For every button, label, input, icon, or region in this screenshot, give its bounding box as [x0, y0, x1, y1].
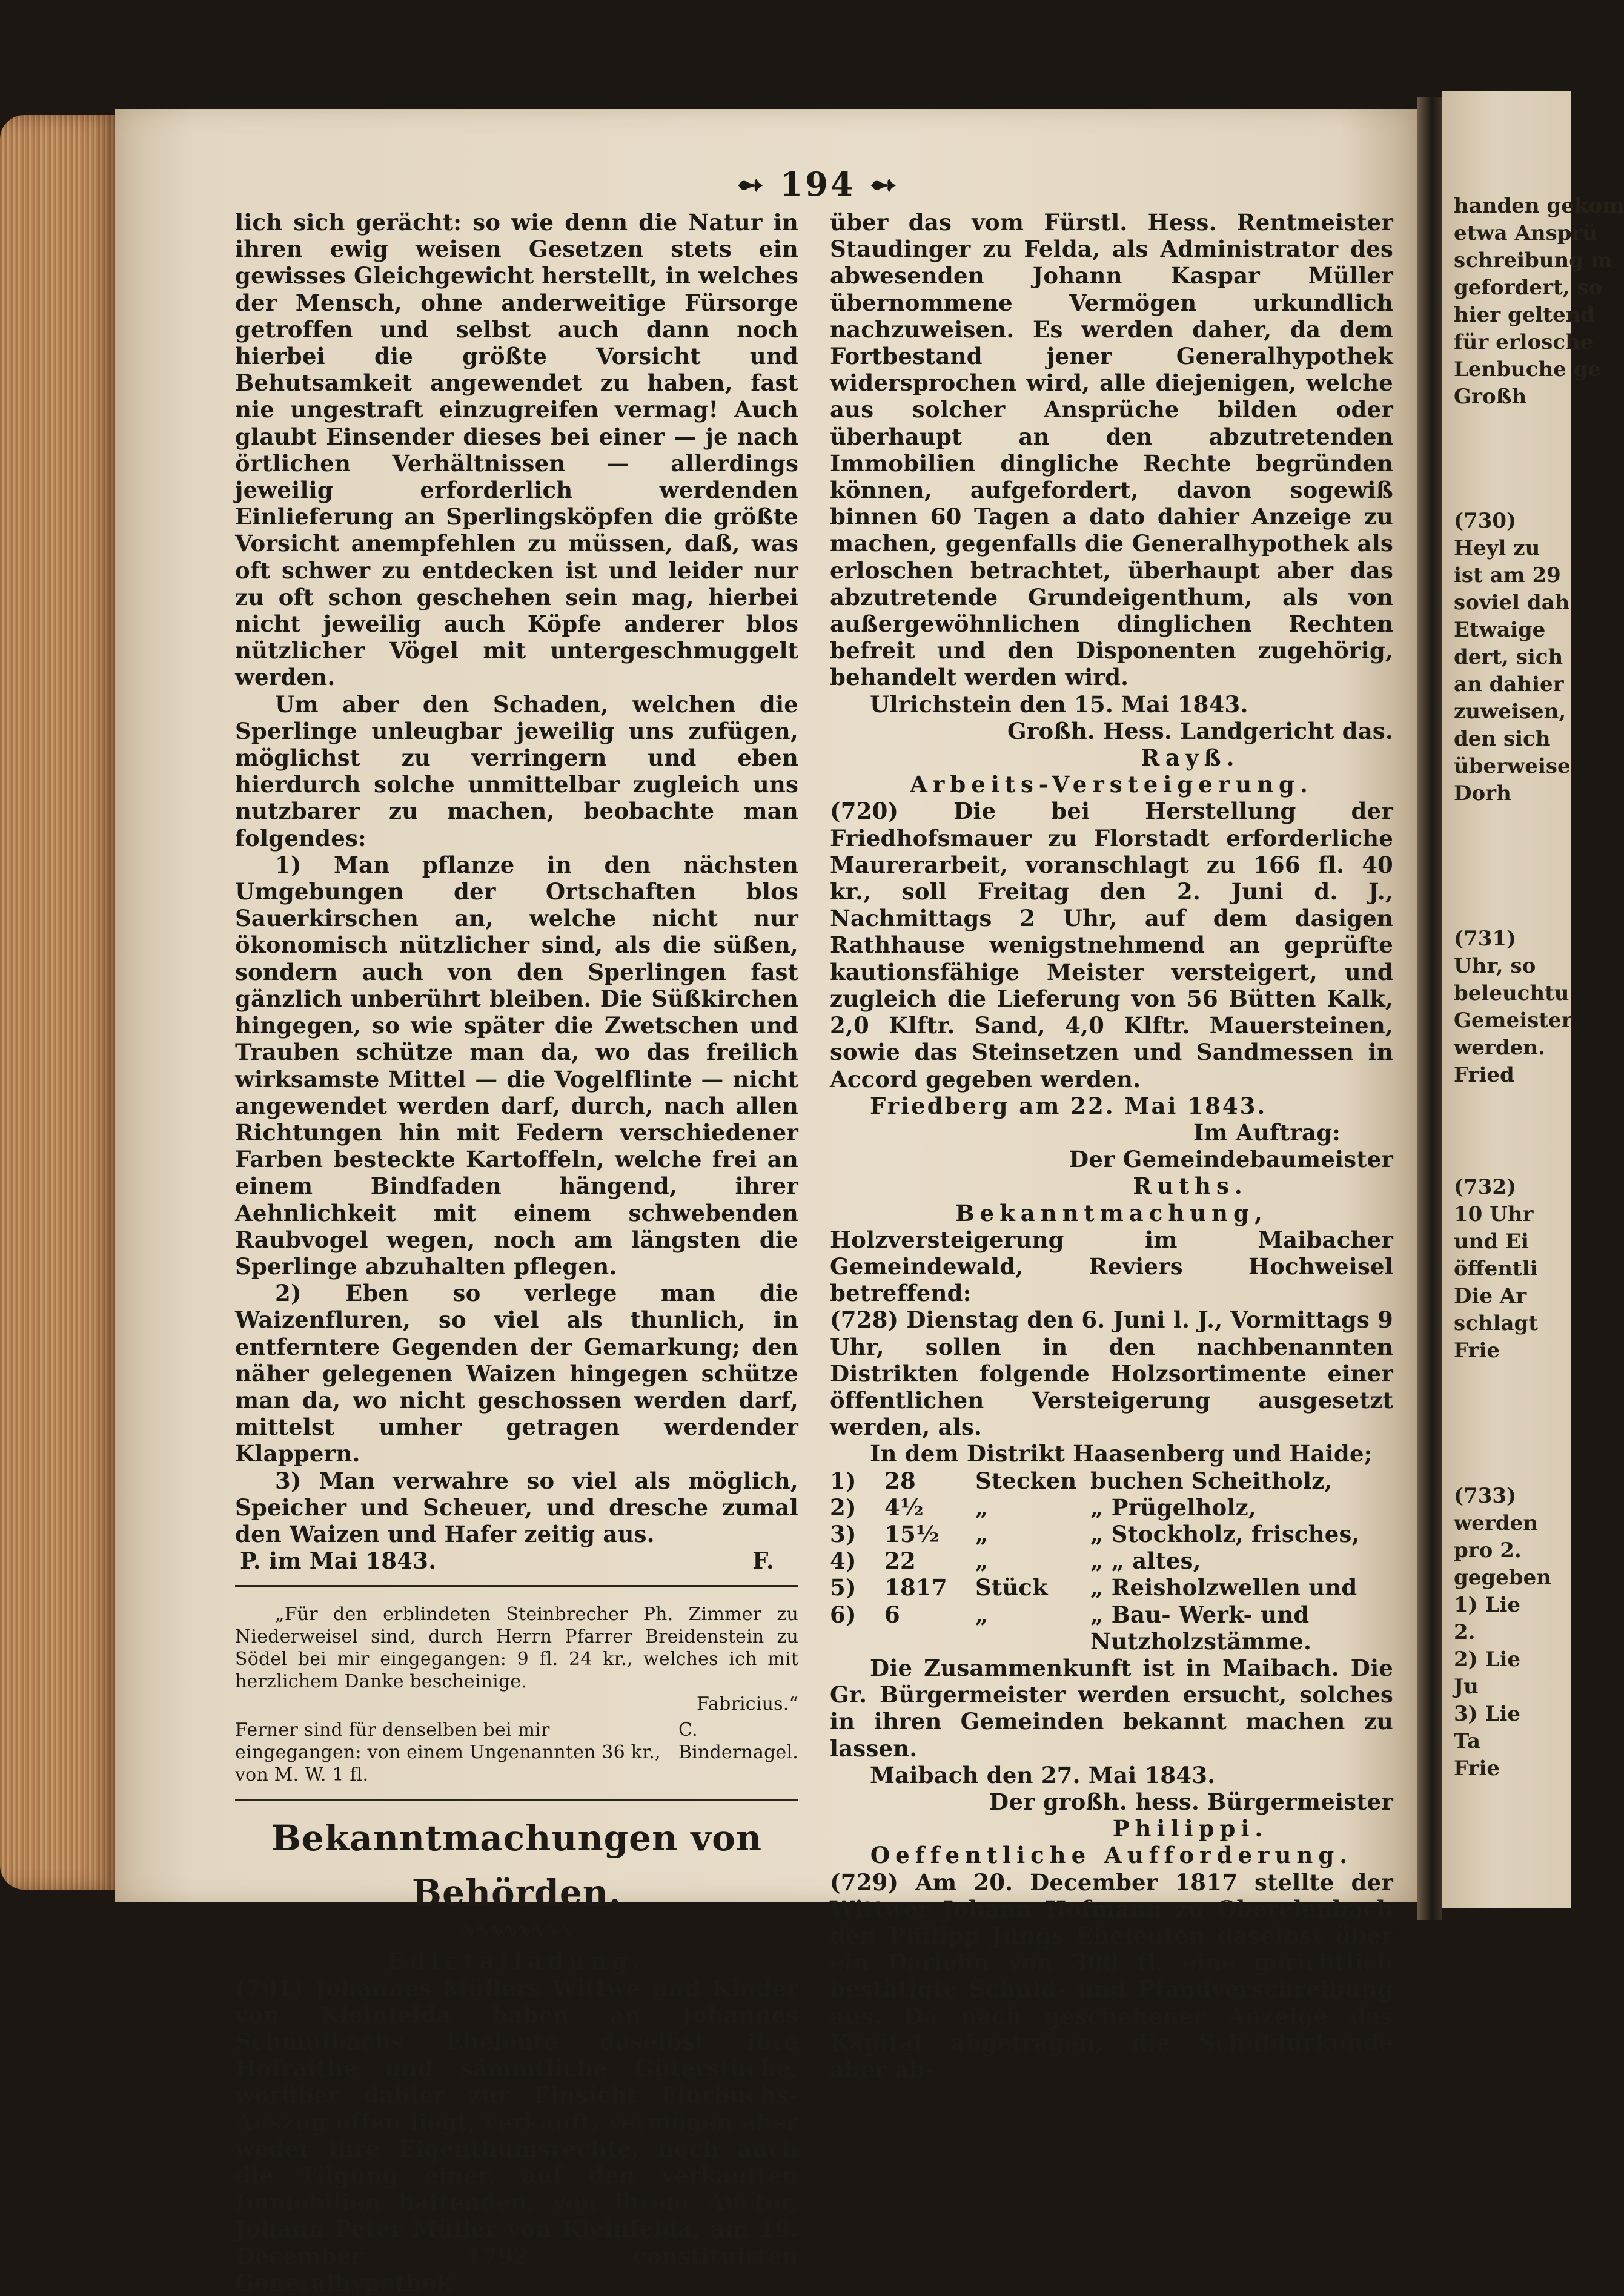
official-title: Der Gemeindebaumeister — [1069, 1146, 1393, 1173]
official-name: Philippi. — [1112, 1815, 1268, 1842]
notice-date: Maibach den 27. Mai 1843. — [870, 1761, 1216, 1788]
fragment-line: Die Ar — [1454, 1284, 1527, 1308]
notice-number: (720) — [830, 798, 899, 825]
fragment-line: ist am 29 — [1454, 563, 1561, 587]
list-description: „ Stockholz, frisches, — [1090, 1520, 1360, 1547]
donation-note-signature: Fabricius.“ — [697, 1693, 798, 1715]
list-unit: „ — [975, 1601, 989, 1628]
fragment-line: dert, sich — [1454, 645, 1563, 669]
notice-text: Am 20. December 1817 stellte der Wittwer Johann Hofmann zu Oberelenbach den Philipp Jungs Eheleuten daselbst über ein Darlehn von 300 fl. eine gerichtlich bestätigte Schuld- und Pfandverschreibung aus. Da nach geschehener Anzeige das Kapital abgetragen, die Schuldurkunde aber ab- — [830, 1868, 1393, 2083]
notice-body — [830, 1306, 1393, 1440]
fragment-line: gefordert, so — [1454, 276, 1603, 300]
fragment-line: Dorh — [1454, 781, 1511, 806]
list-unit: „ — [975, 1494, 989, 1521]
list-number: 2) — [830, 1494, 857, 1521]
notice-text: Dienstag den 6. Juni l. J., Vormittags 9 Uhr, sollen in den nachbenannten Distrikten folgende Holzsortimente einer öffentlichen Versteigerung ausgesetzt werden, als. — [830, 1306, 1393, 1441]
notice-heading: Oeffentliche Aufforderung. — [870, 1842, 1353, 1869]
fragment-line: werden — [1454, 1511, 1538, 1535]
paragraph: 1) Man pflanze in den nächsten Umgebungen der Ortschaften blos Sauerkirschen an, welche nicht nur ökonomisch nützlicher sind, als die süßen, sondern auch von den Sperlingen fast gänzlich unberührt bleiben. Die Süßkirchen hingegen, so wie später die Zwetschen und Trauben schütze man da, wo das freilich wirksamste Mittel — die Vogelflinte — nicht angewendet werden darf, durch, nach allen Richtungen hin mit Federn verschiedener Farben besteckte Kartoffeln, welche frei an einem Bindfaden hängend, ihrer Aehnlichkeit mit einem schwebenden Raubvogel wegen, noch am längsten die Sperlinge abzuhalten pflegen. — [235, 851, 798, 1280]
notice-text: Die bei Herstellung der Friedhofsmauer zu Florstadt erforderliche Maurerarbeit, voranschlagt zu 166 fl. 40 kr., soll Freitag den 2. Juni d. J., Nachmittags 2 Uhr, auf dem dasigen Rathhause wenigstnehmend an geprüfte kautionsfähige Meister versteigert, und zugleich die Lieferung von 56 Bütten Kalk, 2,0 Klftr. Sand, 4,0 Klftr. Mauersteinen, sowie das Steinsetzen und Sandmessen in Accord gegeben werden. — [830, 798, 1393, 1093]
donation-note-2 — [235, 1719, 798, 1786]
paragraph: Um aber den Schaden, welchen die Sperlinge unleugbar jeweilig uns zufügen, möglichst zu verringern und eben hierdurch solche unmittelbar zugleich uns nutzbarer zu machen, beobachte man folgendes: — [235, 690, 798, 852]
court-official: Rayß. — [1141, 744, 1240, 772]
right-column — [830, 209, 1393, 2083]
fragment-line: Lenbuche ge — [1454, 357, 1602, 382]
notice-auftrag: Im Auftrag: — [1193, 1119, 1341, 1146]
fragment-line: Großh — [1454, 385, 1527, 409]
fragment-line: 2) Lie — [1454, 1647, 1521, 1672]
fragment-line: Fried — [1454, 1063, 1514, 1087]
list-unit: Stück — [975, 1574, 1048, 1601]
signature-place: P. im Mai 1843. — [240, 1547, 437, 1575]
fragment-line: werden. — [1454, 1036, 1545, 1060]
notice-text: Johannes Müllers Wittwe und Kinder von Kleinfelda haben an Johannes Schmulbachs Eheleute daselbst ihre Hofraithe und sämmtliche Güterstücke, worüber dahier zur Einsicht Flurbuchs-Auszug offen liegt, verkauft, vermögen aber weder ihre Eigenthumsrechte, noch auch die Tilgung einer, auf den verkauften Immobilien haftenden, von ihrem Auctor, Johann Peter Müller von Kleinfelda, am 19. December 1792 constituirten Generalhypothek — [235, 1974, 798, 2296]
book-page-edges — [0, 115, 115, 1890]
next-page-fragment — [1442, 91, 1624, 1908]
fragment-line: schreibung m — [1454, 248, 1612, 273]
paragraph: lich sich gerächt: so wie denn die Natur in ihren ewig weisen Gesetzen stets ein gewisses Gleichgewicht herstellt, in welches der Mensch, ohne anderweitige Fürsorge getroffen und selbst auch dann noch hierbei die größte Vorsicht und Behutsamkeit angewendet zu haben, fast nie ungestraft einzugreifen vermag! Auch glaubt Einsender dieses bei einer — je nach örtlichen Verhältnissen — allerdings jeweilig erforderlich werdenden Einlieferung an Sperlingsköpfen die größte Vorsicht anempfehlen zu müssen, daß, was oft schwer zu entdecken ist und leider nur zu oft schon geschehen sein mag, hierbei nicht jeweilig auch Köpfe anderer blos nützlicher Vögel mit untergeschmuggelt werden. — [235, 209, 798, 691]
fragment-line: pro 2. — [1454, 1538, 1522, 1563]
paragraph: Die Zusammenkunft ist in Maibach. Die Gr. Bürgermeister werden ersucht, solches in ihren Gemeinden bekannt machen zu lassen. — [830, 1654, 1393, 1762]
fragment-line: den sich — [1454, 727, 1551, 751]
fragment-line: Frie — [1454, 1756, 1500, 1781]
signature-name: F. — [752, 1547, 774, 1575]
paragraph: über das vom Fürstl. Hess. Rentmeister Staudinger zu Felda, als Administrator des abwesenden Johann Kaspar Müller übernommene Vermögen urkundlich nachzuweisen. Es werden daher, da dem Fortbestand jener Generalhypothek widersprochen wird, alle diejenigen, welche aus solcher Ansprüche bilden oder überhaupt an den abzutretenden Immobilien dingliche Rechte begründen können, aufgefordert, davon sogewiß binnen 60 Tagen a dato dahier Anzeige zu machen, gegenfalls die Generalhypothek als erloschen betrachtet, überhaupt aber das abzutretende Grundeigenthum, als von außergewöhnlichen dinglichen Rechten befreit und den Disponenten zugehörig, behandelt werden wird. — [830, 209, 1393, 691]
fragment-line: hier geltend — [1454, 303, 1596, 327]
official-title: Der großh. hess. Bürgermeister — [989, 1788, 1393, 1815]
notice-body — [830, 1869, 1393, 2083]
court-name: Großh. Hess. Landgericht das. — [1007, 717, 1393, 744]
left-column — [235, 209, 798, 2296]
fragment-line: 2. — [1454, 1620, 1476, 1644]
fragment-line: Ju — [1454, 1675, 1479, 1699]
ornament-left: ➻ — [736, 165, 766, 203]
book-gutter — [1417, 97, 1442, 1920]
notice-body — [830, 798, 1393, 1092]
fragment-line: (730) — [1454, 509, 1517, 533]
donation-note: „Für den erblindeten Steinbrecher Ph. Zimmer zu Niederweisel sind, durch Herrn Pfarrer Breidenstein zu Södel bei mir eingegangen: 9 fl. 24 kr., welches ich mit herzlichem Danke bescheinige. — [235, 1604, 798, 1693]
ornament-right: ➻ — [869, 165, 900, 203]
district-line: In dem Distrikt Haasenberg und Haide; — [870, 1440, 1373, 1467]
fragment-line: (731) — [1454, 927, 1517, 951]
fragment-line: 10 Uhr — [1454, 1202, 1534, 1226]
notice-body — [235, 1975, 798, 2296]
fragment-line: (732) — [1454, 1175, 1517, 1199]
fragment-line: öffentli — [1454, 1257, 1538, 1281]
list-number: 1) — [830, 1467, 857, 1494]
fragment-line: 3) Lie — [1454, 1702, 1521, 1726]
section-title: Bekanntmachungen von Behörden. — [271, 1818, 762, 1914]
list-quantity: 28 — [884, 1467, 916, 1494]
wood-list — [830, 1467, 1393, 1655]
fragment-line: (733) — [1454, 1484, 1517, 1508]
donation-note-2-signature: C. Bindernagel. — [678, 1719, 799, 1764]
fragment-line: soviel dah — [1454, 591, 1570, 615]
fragment-line: 1) Lie — [1454, 1593, 1521, 1617]
ornament-divider: ∿∿∿∿∿∿∿∿ — [460, 1920, 573, 1942]
fragment-line: Etwaige — [1454, 618, 1546, 642]
list-description: „ Bau- Werk- und Nutzholzstämme. — [1090, 1601, 1312, 1655]
notice-number: (729) — [830, 1868, 899, 1896]
notice-date: Ulrichstein den 15. Mai 1843. — [870, 690, 1248, 718]
notice-date: Friedberg am 22. Mai 1843. — [870, 1092, 1267, 1119]
list-description: „ „ altes, — [1090, 1547, 1201, 1575]
list-unit: Stecken — [975, 1467, 1077, 1494]
list-quantity: 6 — [884, 1601, 900, 1628]
list-number: 3) — [830, 1520, 857, 1547]
divider — [235, 1585, 798, 1587]
fragment-line: für erlosche — [1454, 330, 1594, 354]
fragment-line: Frie — [1454, 1338, 1500, 1363]
official-name: Ruths. — [1133, 1173, 1248, 1200]
list-quantity: 4½ — [884, 1494, 924, 1521]
paragraph: 3) Man verwahre so viel als möglich, Speicher und Scheuer, und dresche zumal den Waizen und Hafer zeitig aus. — [235, 1467, 798, 1547]
notice-number: (728) — [830, 1306, 899, 1334]
list-unit: „ — [975, 1520, 989, 1547]
fragment-line: an dahier — [1454, 672, 1564, 696]
page-number-header — [727, 165, 909, 203]
fragment-line: Gemeister — [1454, 1008, 1573, 1033]
fragment-line: gegeben — [1454, 1566, 1551, 1590]
fragment-line: und Ei — [1454, 1229, 1529, 1254]
list-quantity: 15½ — [884, 1520, 940, 1547]
list-number: 4) — [830, 1547, 857, 1575]
list-description: „ Prügelholz, — [1090, 1494, 1256, 1521]
fragment-line: zuweisen, — [1454, 700, 1566, 724]
fragment-line: überweise — [1454, 754, 1571, 778]
list-description: „ Reisholzwellen und — [1090, 1574, 1357, 1601]
notice-heading: Arbeits-Versteigerung. — [910, 771, 1313, 798]
fragment-line: Uhr, so — [1454, 954, 1536, 978]
fragment-line: schlagt — [1454, 1311, 1538, 1335]
fragment-line: Heyl zu — [1454, 536, 1540, 560]
fragment-line: etwa Ansprü — [1454, 221, 1598, 245]
divider — [235, 1799, 798, 1801]
list-quantity: 22 — [884, 1547, 916, 1575]
notice-number: (701) — [235, 1974, 304, 2002]
page-number: 194 — [780, 165, 856, 203]
list-number: 5) — [830, 1574, 857, 1601]
fragment-line: beleuchtu — [1454, 981, 1569, 1005]
list-quantity: 1817 — [884, 1574, 947, 1601]
donation-note-2-text: Ferner sind für denselben bei mir eingegangen: von einem Ungenannten 36 kr., von M. W. 1 fl. — [235, 1719, 661, 1786]
list-number: 6) — [830, 1601, 857, 1628]
paragraph: 2) Eben so verlege man die Waizenfluren, so viel als thunlich, in entferntere Gegenden der Gemarkung; den näher gelegenen Waizen hingegen schütze man da, wo nicht geschossen werden darf, mittelst umher getragen werdender Klappern. — [235, 1280, 798, 1467]
list-unit: „ — [975, 1547, 989, 1575]
list-description: buchen Scheitholz, — [1090, 1467, 1333, 1494]
fragment-line: Ta — [1454, 1729, 1481, 1753]
signature-line — [235, 1547, 798, 1574]
fragment-line: handen gekom — [1454, 194, 1624, 218]
notice-subtitle: Holzversteigerung im Maibacher Gemeindewald, Reviers Hochweisel betreffend: — [830, 1226, 1393, 1307]
notice-heading: Bekanntmachung, — [955, 1199, 1268, 1226]
notice-heading: Edictalladung. — [386, 1948, 647, 1975]
